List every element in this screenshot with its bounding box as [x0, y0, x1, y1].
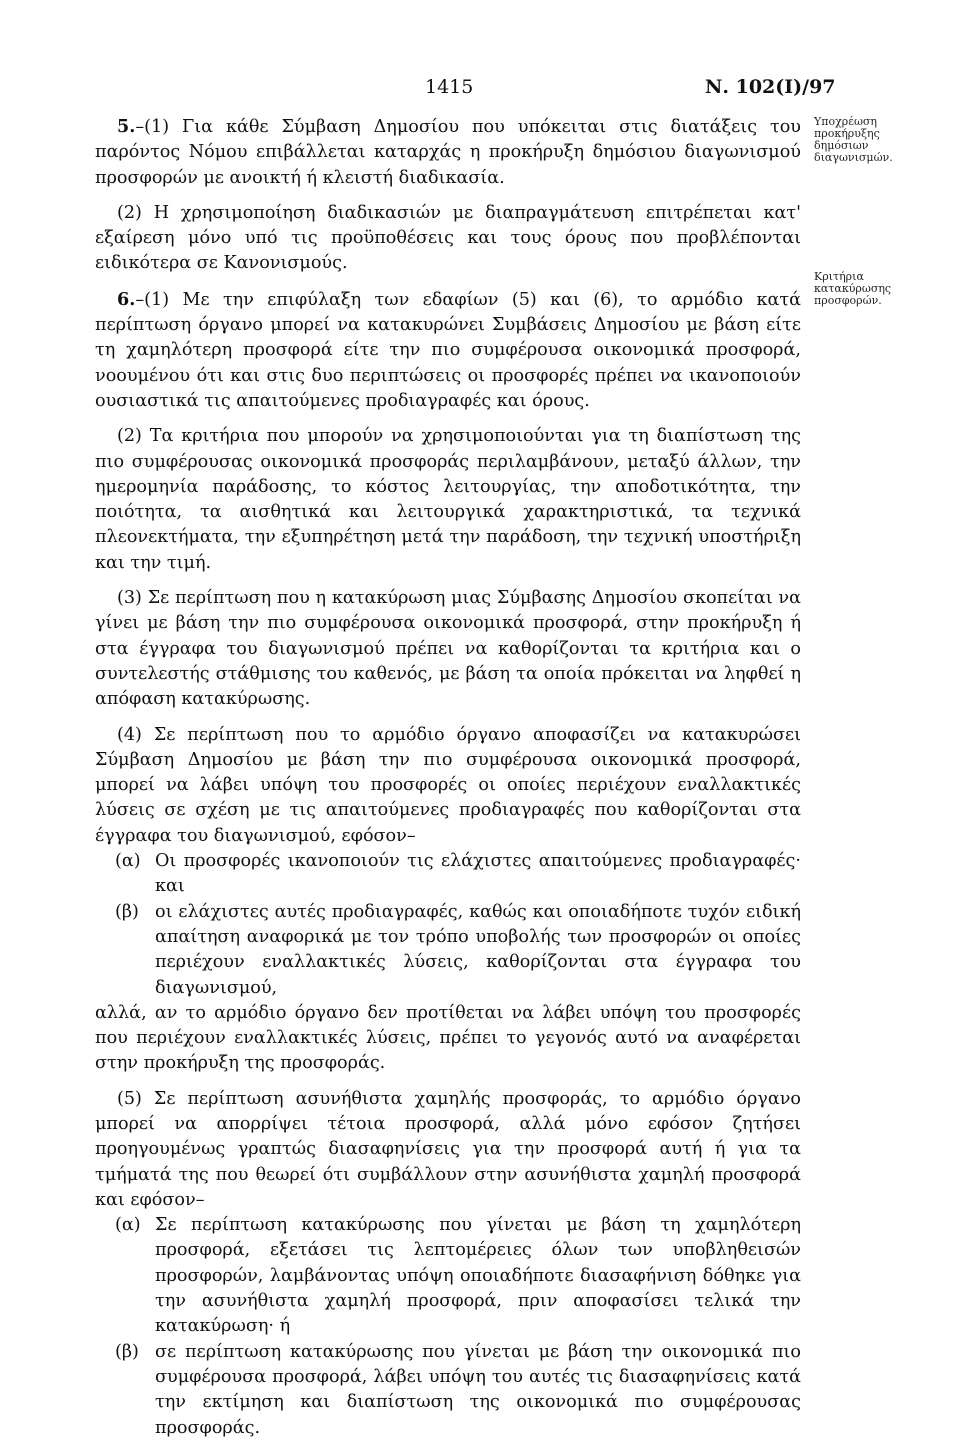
section-6-paragraph-4-tail: αλλά, αν το αρμόδιο όργανο δεν προτίθεται να λάβει υπόψη του προσφορές που περιέχουν εναλλακτικές λύσεις, πρέπει το γεγονός αυτό να αναφέρεται στην προκήρυξη της προσφοράς. — [95, 1002, 801, 1074]
document-body — [95, 114, 801, 1441]
margin-note-line: κατακύρωσης — [814, 282, 892, 295]
margin-note-line: διαγωνισμών. — [814, 151, 893, 164]
margin-note-line: Κριτήρια — [814, 270, 864, 283]
paragraph-text: –(1) Με την επιφύλαξη των εδαφίων (5) και (6), το αρμόδιο κατά περίπτωση όργανο μπορεί να κατακυρώνει Συμβάσεις Δημοσίου με βάση είτε τη χαμηλότερη προσφορά είτε την πιο συμφέρουσα οικονομικά προσφορά, νοουμένου ότι και στις δυο περιπτώσεις οι προσφορές πρέπει να ικανοποιούν ουσιαστικά τις απαιτούμενες προδιαγραφές και όρους. — [95, 289, 801, 411]
margin-note-line: δημόσιων — [814, 139, 869, 152]
law-number: Ν. 102(Ι)/97 — [705, 76, 836, 98]
margin-note-line: Υποχρέωση — [814, 115, 878, 128]
section-number: 6. — [117, 288, 136, 310]
item-text: Σε περίπτωση κατακύρωσης που γίνεται με βάση τη χαμηλότερη προσφορά, εξετάσει τις λεπτομέρειες όλων των υποβληθεισών προσφορών, λαμβάνοντας υπόψη οποιαδήποτε διασαφήνιση δόθηκε για την ασυνήθιστα χαμηλή προσφορά, πριν αποφασίσει τελικά την κατακύρωση· ή — [155, 1215, 801, 1337]
section-6-paragraph-3: (3) Σε περίπτωση που η κατακύρωση μιας Σύμβασης Δημοσίου σκοπείται να γίνει με βάση την πιο συμφέρουσα οικονομικά προσφορά, στην προκήρυξη ή στα έγγραφα του διαγωνισμού πρέπει να καθορίζονται τα κριτήρια και ο συντελεστής στάθμισης του καθενός, με βάση τα οποία πρόκειται να ληφθεί η απόφαση κατακύρωσης. — [95, 588, 801, 710]
page-number: 1415 — [425, 76, 474, 98]
paragraph-text: –(1) Για κάθε Σύμβαση Δημοσίου που υπόκειται στις διατάξεις του παρόντος Νόμου επιβάλλεται καταρχάς η προκήρυξη δημόσιου διαγωνισμού προσφορών με ανοικτή ή κλειστή διαδικασία. — [95, 117, 801, 188]
item-label: (β) — [115, 901, 139, 922]
item-text: Οι προσφορές ικανοποιούν τις ελάχιστες απαιτούμενες προδιαγραφές· και — [155, 851, 801, 897]
section-6-paragraph-4: (4) Σε περίπτωση που το αρμόδιο όργανο αποφασίζει να κατακυρώσει Σύμβαση Δημοσίου με βάση την πιο συμφέρουσα οικονομικά προσφορά, μπορεί να λάβει υπόψη του προσφορές οι οποίες περιέχουν εναλλακτικές λύσεις σε σχέση με τις απαιτούμενες προδιαγραφές που καθορίζονται στα έγγραφα του διαγωνισμού, εφόσον– — [95, 724, 801, 846]
margin-note-section-5 — [814, 116, 914, 164]
margin-note-line: προκήρυξης — [814, 127, 880, 140]
item-label: (β) — [115, 1341, 139, 1362]
list-item — [95, 849, 801, 900]
section-6-paragraph-5: (5) Σε περίπτωση ασυνήθιστα χαμηλής προσφοράς, το αρμόδιο όργανο μπορεί να απορρίψει τέτοια προσφορά, αλλά μόνο εφόσον ζητήσει προηγουμένως γραπτώς διασαφηνίσεις για την προσφορά αυτή ή για τα τμήματά της που θεωρεί ότι συμβάλλουν στην ασυνήθιστα χαμηλή προσφορά και εφόσον– — [95, 1088, 801, 1210]
margin-note-line: προσφορών. — [814, 294, 882, 307]
margin-note-section-6 — [814, 271, 914, 307]
section-5-paragraph-2: (2) Η χρησιμοποίηση διαδικασιών με διαπραγμάτευση επιτρέπεται κατ' εξαίρεση μόνο υπό τις προϋποθέσεις και τους όρους που προβλέπονται ειδικότερα σε Κανονισμούς. — [95, 202, 801, 274]
list-item — [95, 900, 801, 1001]
section-number: 5. — [117, 116, 136, 137]
item-text: σε περίπτωση κατακύρωσης που γίνεται με βάση την οικονομικά πιο συμφέρουσα προσφορά, λάβει υπόψη του αυτές τις διασαφηνίσεις κατά την εκτίμηση και διαπίστωση της οικονομικά πιο συμφέρουσας προσφοράς. — [155, 1341, 801, 1438]
section-6-paragraph-1 — [95, 287, 801, 414]
section-6-paragraph-2: (2) Τα κριτήρια που μπορούν να χρησιμοποιούνται για τη διαπίστωση της πιο συμφέρουσας οικονομικά προσφοράς περιλαμβάνουν, μεταξύ άλλων, την ημερομηνία παράδοσης, το κόστος λειτουργίας, την αποδοτικότητα, την ποιότητα, τα αισθητικά και λειτουργικά χαρακτηριστικά, τα τεχνικά πλεονεκτήματα, την εξυπηρέτηση μετά την παράδοση, την τεχνική υποστήριξη και την τιμή. — [95, 426, 801, 573]
item-text: οι ελάχιστες αυτές προδιαγραφές, καθώς και οποιαδήποτε τυχόν ειδική απαίτηση αναφορικά με τον τρόπο υποβολής των προσφορών οι οποίες περιέχουν εναλλακτικές λύσεις, καθορίζονται στα έγγραφα του διαγωνισμού, — [155, 901, 801, 998]
list-item — [95, 1340, 801, 1441]
list-item — [95, 1213, 801, 1339]
item-label: (α) — [115, 851, 141, 872]
page-header — [0, 76, 960, 104]
section-5-paragraph-1 — [95, 114, 801, 191]
item-label: (α) — [115, 1215, 141, 1236]
